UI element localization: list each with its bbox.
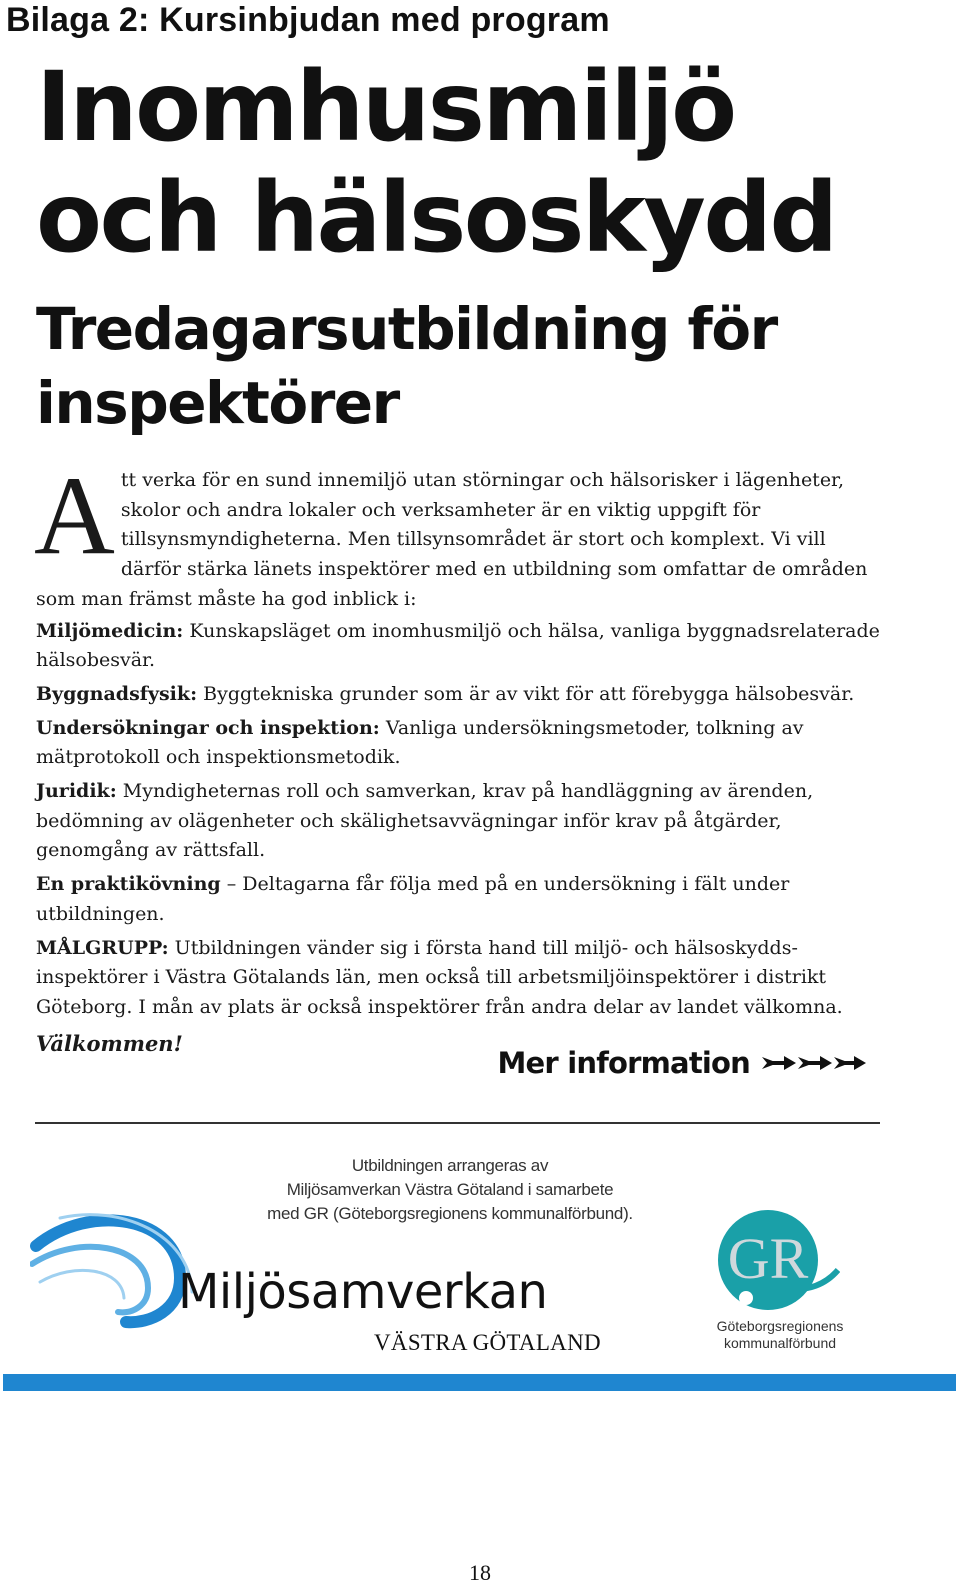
poster-subtitle-line-2: inspektörer (36, 369, 399, 437)
gr-logo (716, 1208, 840, 1314)
topic-law: Juridik: Myndigheternas roll och samverkan, krav på handläggning av ärenden, bedömning av olägenheter och skälighetsavvägningar inför krav på åtgärder, genomgång av rättsfall. (36, 780, 814, 862)
divider-line (35, 1122, 880, 1124)
target-group: MÅLGRUPP: Utbildningen vänder sig i första hand till miljö- och hälsoskydds-inspektörer i Västra Götalands län, men också till arbetsmiljöinspektörer i distrikt Göteborg. I mån av plats är också inspektörer från andra delar av landet välkomna. (36, 936, 843, 1018)
welcome-text: Välkommen! (36, 1030, 183, 1056)
topic-medicine: Miljömedicin: Kunskapsläget om inomhusmiljö och hälsa, vanliga byggnadsrelaterade hälsobesvär. (36, 619, 880, 672)
poster-title-line-1: Inomhusmiljö (36, 51, 735, 163)
topic-practice: En praktikövning – Deltagarna får följa med på en undersökning i fält under utbildningen. (36, 873, 790, 925)
poster-title-line-2: och hälsoskydd (36, 162, 836, 274)
miljosamverkan-name: Miljösamverkan (178, 1264, 548, 1320)
more-information-label: Mer information (497, 1046, 750, 1080)
gr-caption: Göteborgsregionens kommunalförbund (716, 1318, 844, 1351)
more-information-link[interactable] (497, 1046, 868, 1080)
course-description (34, 454, 882, 1062)
document-heading: Bilaga 2: Kursinbjudan med program (6, 1, 610, 39)
topic-building-physics: Byggnadsfysik: Byggtekniska grunder som är av vikt för att förebygga hälsobesvär. (36, 682, 855, 705)
intro-paragraph (34, 454, 882, 615)
miljosamverkan-region: VÄSTRA GÖTALAND (374, 1330, 601, 1355)
poster-subtitle-line-1: Tredagarsutbildning för (36, 295, 777, 363)
drop-cap: A (34, 454, 115, 578)
topic-inspection: Undersökningar och inspektion: Vanliga undersökningsmetoder, tolkning av mätprotokoll och inspektionsmetodik. (36, 716, 804, 769)
page-number: 18 (469, 1560, 491, 1585)
arranged-by-text: Utbildningen arrangeras av Miljösamverkan Västra Götaland i samarbete med GR (Göteborgsregionens kommunalförbund). (267, 1156, 633, 1223)
triple-arrow-icon (762, 1051, 868, 1075)
blue-footer-bar (3, 1374, 956, 1391)
intro-text: tt verka för en sund innemiljö utan störningar och hälsorisker i lägenheter, skolor och andra lokaler och verksamheter är en viktig uppgift för tillsynsmyndigheterna. Men tillsynsområdet är stort och komplext. Vi vill därför stärka länets inspektörer med en utbildning som omfattar de områden som man främst måste ha god inblick i: (36, 469, 868, 610)
gr-letters: GR (727, 1226, 809, 1291)
